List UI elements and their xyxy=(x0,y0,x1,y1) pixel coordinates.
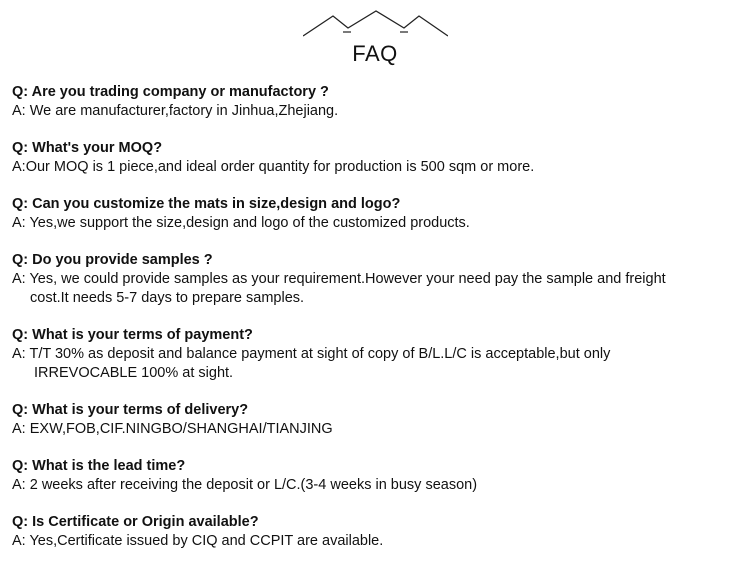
faq-answer-continuation: cost.It needs 5-7 days to prepare samples. xyxy=(30,290,305,306)
faq-question: Q: What is your terms of delivery? xyxy=(12,402,249,418)
faq-answer-continuation: IRREVOCABLE 100% at sight. xyxy=(34,365,234,381)
faq-question: Q: What is your terms of payment? xyxy=(12,327,253,343)
faq-question: Q: Can you customize the mats in size,design and logo? xyxy=(12,196,401,212)
faq-question: Q: Do you provide samples ? xyxy=(12,252,213,268)
faq-answer: A:Our MOQ is 1 piece,and ideal order quantity for production is 500 sqm or more. xyxy=(12,159,535,175)
faq-item-customize xyxy=(12,195,742,233)
faq-item-lead-time xyxy=(12,457,742,495)
faq-item-payment xyxy=(12,326,742,383)
faq-question: Q: What's your MOQ? xyxy=(12,140,163,156)
faq-item-trading-company xyxy=(12,83,742,121)
faq-answer: A: Yes,we support the size,design and logo of the customized products. xyxy=(12,215,470,231)
faq-question: Q: Are you trading company or manufactory ? xyxy=(12,84,329,100)
faq-question: Q: What is the lead time? xyxy=(12,458,186,474)
faq-item-moq xyxy=(12,139,742,177)
faq-answer: A: Yes,Certificate issued by CIQ and CCPIT are available. xyxy=(12,533,384,549)
faq-answer: A: T/T 30% as deposit and balance payment at sight of copy of B/L.L/C is acceptable,but only xyxy=(12,346,611,362)
faq-answer: A: 2 weeks after receiving the deposit or L/C.(3-4 weeks in busy season) xyxy=(12,477,478,493)
faq-header xyxy=(0,0,750,75)
page-title: FAQ xyxy=(352,41,398,66)
faq-question: Q: Is Certificate or Origin available? xyxy=(12,514,259,530)
faq-item-delivery xyxy=(12,401,742,439)
roof-outline-icon xyxy=(303,10,448,38)
faq-answer: A: Yes, we could provide samples as your requirement.However your need pay the sample and freight xyxy=(12,271,666,287)
faq-answer: A: EXW,FOB,CIF.NINGBO/SHANGHAI/TIANJING xyxy=(12,421,333,437)
faq-answer: A: We are manufacturer,factory in Jinhua,Zhejiang. xyxy=(12,103,339,119)
faq-item-certificate xyxy=(12,513,742,551)
faq-item-samples xyxy=(12,251,742,308)
